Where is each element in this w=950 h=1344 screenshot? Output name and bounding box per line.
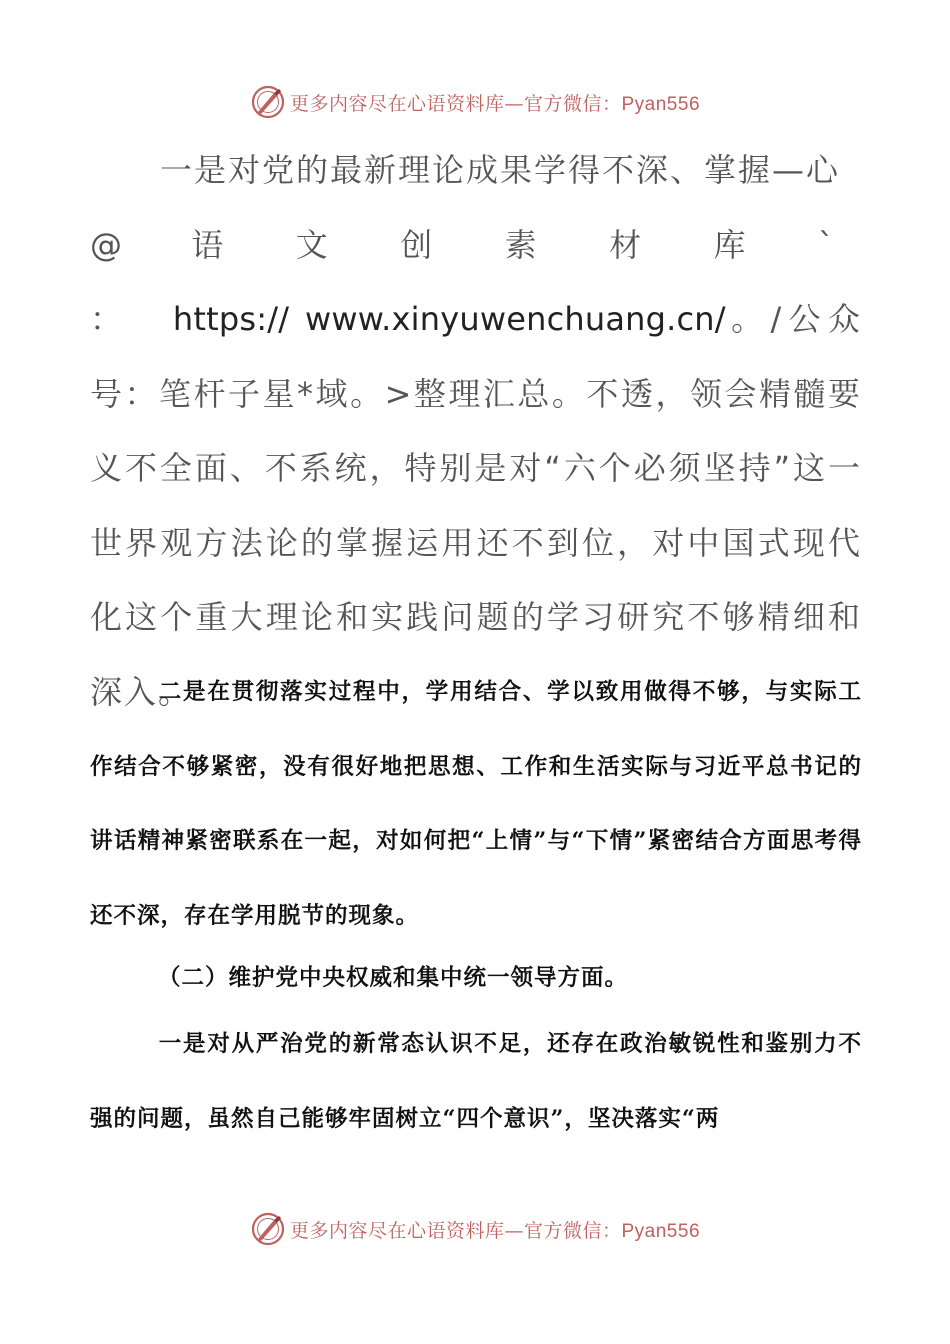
paragraph-3: 一是对从严治党的新常态认识不足，还存在政治敏锐性和鉴别力不强的问题，虽然自己能够牢固树立“四个意识”，坚决落实“两 — [90, 1031, 862, 1132]
url-text: https:// www.xinyuwenchuang.cn/ — [172, 300, 726, 338]
paragraph-1: 一是对党的最新理论成果学得不深、掌握—心 @ 语 文 创 素 材 库 ` ： https:// www.xinyuwenchuang.cn/。/公众号：笔杆子星*域。>整理汇总。不透，领会精髓要义不全面、不系统，特别是对“六个必须坚持”这一世界观方法论的掌握运用还不到位，对中国式现代化这个重大理论和实践问题的学习研究不够精细和深入。 — [90, 151, 862, 711]
footer-banner — [0, 1207, 950, 1251]
quill-pen-seal-icon — [250, 1211, 286, 1247]
quill-pen-seal-icon — [250, 84, 286, 120]
header-banner — [0, 80, 950, 124]
section-heading: （二）维护党中央权威和集中统一领导方面。 — [158, 965, 629, 991]
paragraph-2: 二是在贯彻落实过程中，学用结合、学以致用做得不够，与实际工作结合不够紧密，没有很好地把思想、工作和生活实际与习近平总书记的讲话精神紧密联系在一起，对如何把“上情”与“下情”紧密结合方面思考得还不深，存在学用脱节的现象。 — [90, 679, 862, 929]
header-banner-text: 更多内容尽在心语资料库—官方微信：Pyan556 — [289, 92, 701, 115]
footer-banner-text: 更多内容尽在心语资料库—官方微信：Pyan556 — [289, 1219, 701, 1242]
